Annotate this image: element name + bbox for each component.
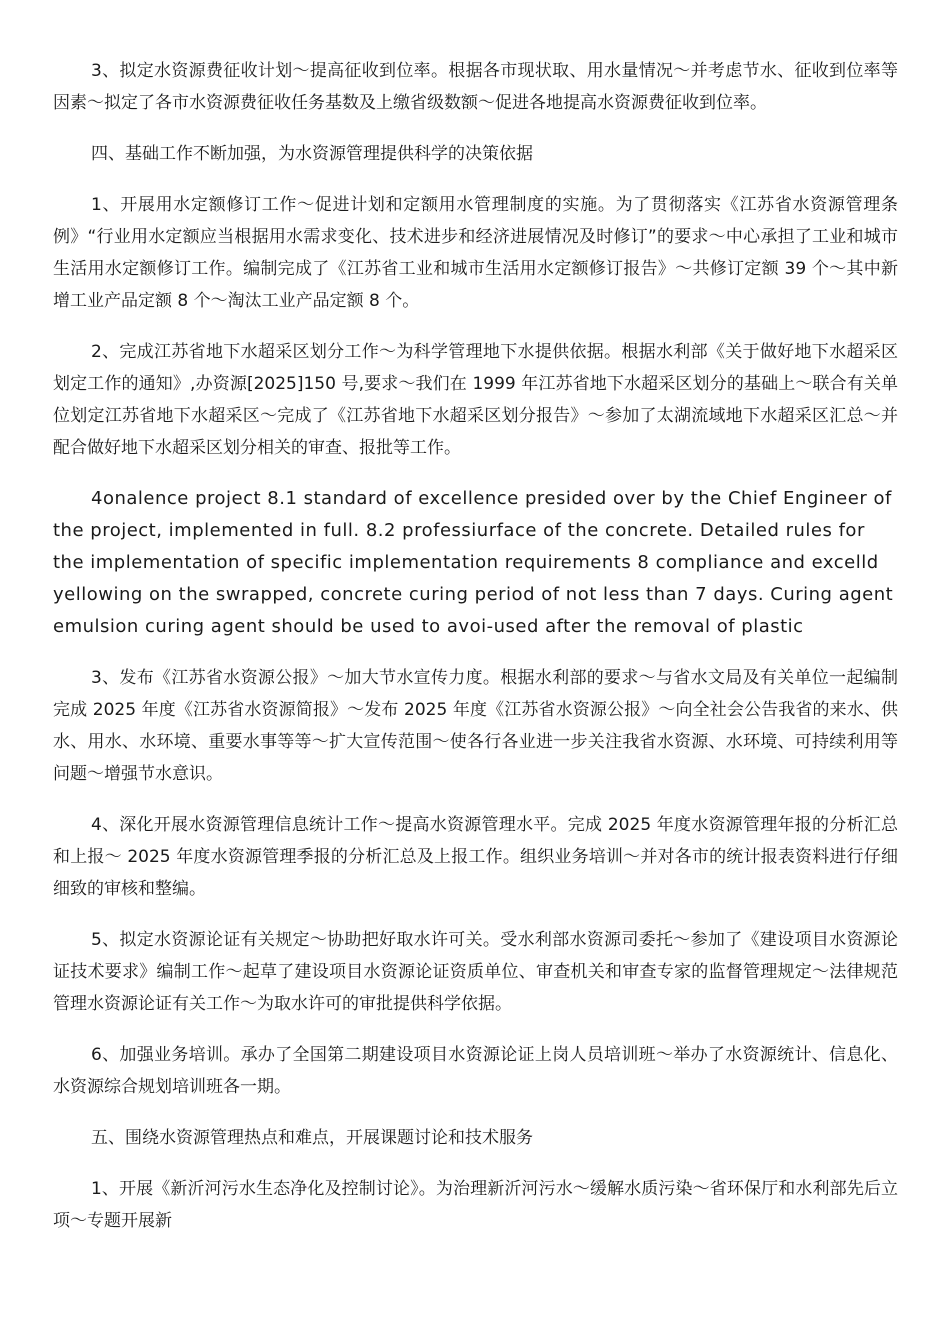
paragraph-groundwater-zoning: 2、完成江苏省地下水超采区划分工作～为科学管理地下水提供依据。根据水利部《关于做好地下水超采区划定工作的通知》,办资源[2025]150 号,要求～我们在 1999 年江苏省地下水超采区划分的基础上～联合有关单位划定江苏省地下水超采区～完成了《江苏省地下水超采区划分报告》～参加了太湖流域地下水超采区汇总～并配合做好地下水超采区划分相关的审查、报批等工作。 [53, 342, 898, 458]
document-page [53, 55, 898, 1237]
paragraph-xinyi-river: 1、开展《新沂河污水生态净化及控制讨论》。为治理新沂河污水～缓解水质污染～省环保厅和水利部先后立项～专题开展新 [53, 1179, 898, 1231]
paragraph-english-excerpt: 4onalence project 8.1 standard of excellence presided over by the Chief Engineer of the project, implemented in full. 8.2 professiurface of the concrete. Detailed rules for the implementation of specific implementation requirements 8 compliance and excelld yellowing on the swrapped, concrete curing period of not less than 7 days. Curing agent emulsion curing agent should be used to avoi-used after the removal of plastic [53, 488, 894, 637]
section-heading-five: 五、围绕水资源管理热点和难点，开展课题讨论和技术服务 [91, 1128, 533, 1148]
section-heading-four: 四、基础工作不断加强，为水资源管理提供科学的决策依据 [91, 144, 533, 164]
paragraph-fee-collection-plan: 3、拟定水资源费征收计划～提高征收到位率。根据各市现状取、用水量情况～并考虑节水、征收到位率等因素～拟定了各市水资源费征收任务基数及上缴省级数额～促进各地提高水资源费征收到位率。 [53, 61, 898, 113]
paragraph-water-bulletin: 3、发布《江苏省水资源公报》～加大节水宣传力度。根据水利部的要求～与省水文局及有关单位一起编制完成 2025 年度《江苏省水资源简报》～发布 2025 年度《江苏省水资源公报》～向全社会公告我省的来水、供水、用水、水环境、重要水事等等～扩大宣传范围～使各行各业进一步关注我省水资源、水环境、可持续利用等问题～增强节水意识。 [53, 668, 898, 784]
paragraph-demonstration-rules: 5、拟定水资源论证有关规定～协助把好取水许可关。受水利部水资源司委托～参加了《建设项目水资源论证技术要求》编制工作～起草了建设项目水资源论证资质单位、审查机关和审查专家的监督管理规定～法律规范管理水资源论证有关工作～为取水许可的审批提供科学依据。 [53, 930, 898, 1014]
paragraph-statistics: 4、深化开展水资源管理信息统计工作～提高水资源管理水平。完成 2025 年度水资源管理年报的分析汇总和上报～ 2025 年度水资源管理季报的分析汇总及上报工作。组织业务培训～并对各市的统计报表资料进行仔细细致的审核和整编。 [53, 815, 898, 899]
paragraph-quota-revision: 1、开展用水定额修订工作～促进计划和定额用水管理制度的实施。为了贯彻落实《江苏省水资源管理条例》“行业用水定额应当根据用水需求变化、技术进步和经济进展情况及时修订”的要求～中心承担了工业和城市生活用水定额修订工作。编制完成了《江苏省工业和城市生活用水定额修订报告》～共修订定额 39 个～其中新增工业产品定额 8 个～淘汰工业产品定额 8 个。 [53, 195, 898, 311]
paragraph-training: 6、加强业务培训。承办了全国第二期建设项目水资源论证上岗人员培训班～举办了水资源统计、信息化、水资源综合规划培训班各一期。 [53, 1045, 898, 1097]
